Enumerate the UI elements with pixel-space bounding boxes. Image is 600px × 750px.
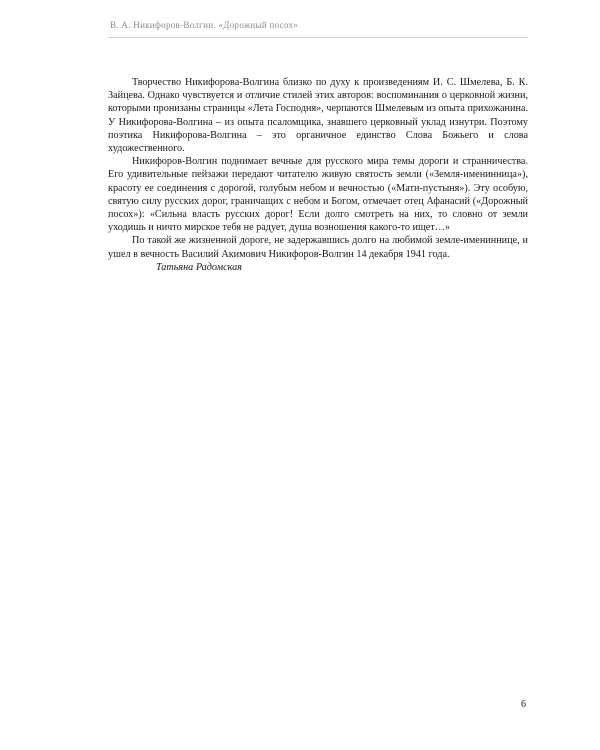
- header-divider: [108, 37, 528, 38]
- paragraph-1: Творчество Никифорова-Волгина близко по духу к произведениям И. С. Шмелева, Б. К. Зайцева. Однако чувствуется и отличие стилей этих авторов: воспоминания о церковной жизни, которыми пронизаны страницы «Лета Господня», черпаются Шмелевым из опыта прихожанина. У Никифорова-Волгина – из опыта псаломщика, знавшего церковный уклад изнутри. Поэтому поэтика Никифорова-Волгина – это органичное единство Слова Божьего и слова художественного.: [108, 77, 528, 155]
- article-body: [108, 76, 528, 274]
- running-header: В. А. Никифоров-Волгин. «Дорожный посох»: [110, 20, 299, 30]
- paragraph-3: По такой же жизненной дороге, не задержавшись долго на любимой земле-имениннице, и ушел в вечность Василий Акимович Никифоров-Волгин 14 декабря 1941 года.: [108, 235, 528, 260]
- page-number: 6: [521, 699, 526, 710]
- author-signature: Татьяна Радомская: [156, 261, 242, 273]
- paragraph-2: Никифоров-Волгин поднимает вечные для русского мира темы дороги и странничества. Его удивительные пейзажи передают читателю живую святость земли («Земля-именинница»), красоту ее соединения с дорогой, голубым небом и вечностью («Мати-пустыня»). Эту особую, святую силу русских дорог, граничащих с небом и Богом, отмечает отец Афанасий («Дорожный посох»): «Сильна власть русских дорог! Если долго смотреть на них, то словно от земли уходишь и ничто мирское тебя не радует, душа возношения какого-то ищет…»: [108, 156, 528, 234]
